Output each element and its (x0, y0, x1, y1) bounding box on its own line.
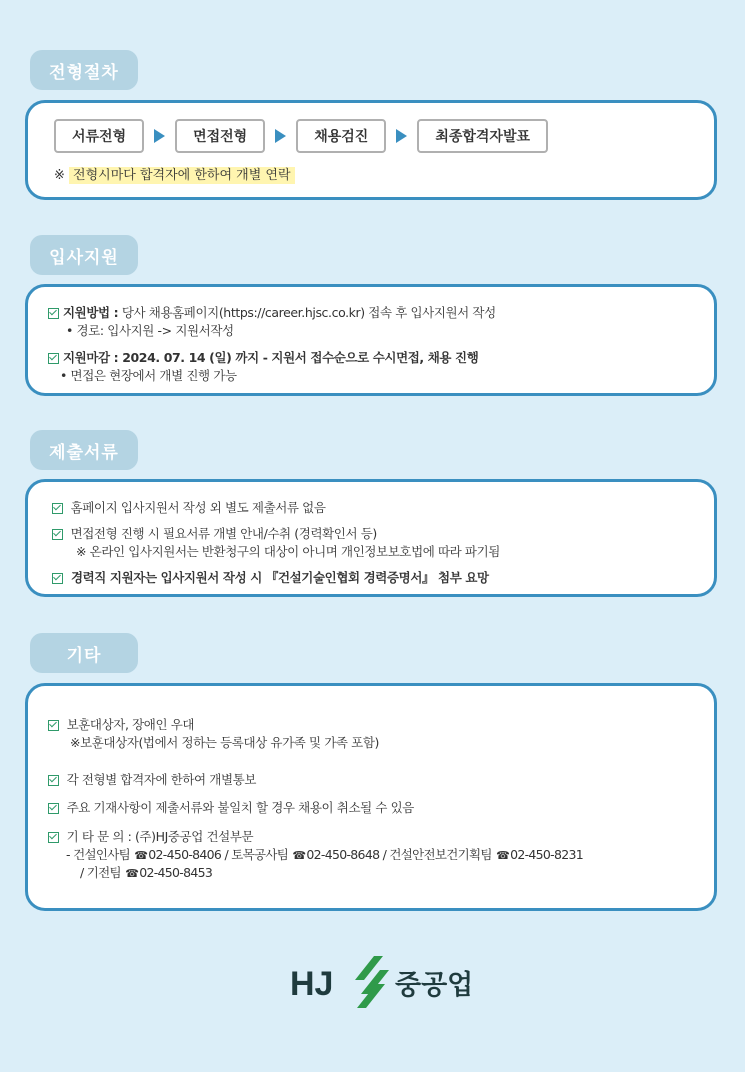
phone-4: 02-450-8453 (139, 865, 213, 880)
phone-2: 02-450-8648 (306, 847, 380, 862)
arrow-right-icon (275, 129, 286, 143)
documents-item-3-text: 경력직 지원자는 입사지원서 작성 시 『건설기술인협회 경력증명서』 첨부 요망 (70, 570, 489, 585)
apply-deadline (48, 348, 478, 366)
logo-graphic (290, 950, 480, 1016)
apply-box (25, 284, 717, 396)
apply-deadline-sub: • 면접은 현장에서 개별 진행 가능 (60, 368, 237, 383)
arrow-right-icon (154, 129, 165, 143)
checkbox-icon (48, 720, 59, 731)
etc-item-1-text: 보훈대상자, 장애인 우대 (66, 717, 195, 732)
contact-prefix: - 건설인사팀 (66, 847, 130, 862)
apply-method-sub: • 경로: 입사지원 -> 지원서작성 (66, 323, 234, 338)
etc-item-3-text: 주요 기재사항이 제출서류와 불일치 할 경우 채용이 취소될 수 있음 (66, 800, 414, 815)
checkbox-icon (48, 803, 59, 814)
etc-item-2 (48, 770, 256, 788)
step-final-announcement: 최종합격자발표 (417, 119, 548, 153)
etc-contacts-line-2 (80, 863, 212, 881)
process-note (54, 164, 295, 183)
documents-item-3 (52, 568, 489, 586)
process-steps (54, 119, 548, 153)
etc-item-4-text: 기 타 문 의 : (주)HJ중공업 건설부문 (66, 829, 254, 844)
logo-letters: HJ (290, 965, 334, 1003)
phone-icon: ☎ (292, 849, 306, 862)
contact-sep-1: / 토목공사팀 (224, 847, 289, 862)
step-document-screening: 서류전형 (54, 119, 144, 153)
checkbox-icon (48, 353, 59, 364)
apply-method-text: 당사 채용홈페이지(https://career.hjsc.co.kr) 접속 후 입사지원서 작성 (121, 305, 496, 320)
phone-3: 02-450-8231 (510, 847, 583, 862)
step-interview: 면접전형 (175, 119, 265, 153)
apply-method-label: 지원방법 : (63, 305, 119, 320)
contact-line-2-prefix: / 기전팀 (80, 865, 121, 880)
company-logo (290, 950, 480, 1016)
logo-name: 중공업 (395, 970, 474, 1001)
documents-item-2 (52, 524, 377, 542)
checkbox-icon (52, 529, 63, 540)
arrow-right-icon (396, 129, 407, 143)
apply-deadline-text: 지원마감 : 2024. 07. 14 (일) 까지 - 지원서 접수순으로 수시면접, 채용 진행 (63, 350, 479, 365)
etc-contacts (66, 845, 583, 863)
section-title-documents: 제출서류 (30, 430, 138, 470)
phone-icon: ☎ (134, 849, 148, 862)
etc-item-1 (48, 715, 194, 733)
checkbox-icon (48, 308, 59, 319)
documents-box (25, 479, 717, 597)
section-title-apply: 입사지원 (30, 235, 138, 275)
etc-item-3 (48, 798, 414, 816)
etc-item-4 (48, 827, 253, 845)
etc-item-1-sub: ※보훈대상자(법에서 정하는 등록대상 유가족 및 가족 포함) (70, 735, 379, 750)
contact-sep-2: / 건설안전보건기획팀 (382, 847, 492, 862)
note-mark: ※ (54, 168, 65, 183)
checkbox-icon (48, 832, 59, 843)
phone-icon: ☎ (496, 849, 510, 862)
step-health-check: 채용검진 (296, 119, 386, 153)
documents-item-1-text: 홈페이지 입사지원서 작성 외 별도 제출서류 없음 (70, 500, 326, 515)
phone-1: 02-450-8406 (148, 847, 222, 862)
phone-icon: ☎ (125, 867, 139, 880)
process-note-text: 전형시마다 합격자에 한하여 개별 연락 (69, 167, 294, 184)
section-title-etc: 기타 (30, 633, 138, 673)
checkbox-icon (48, 775, 59, 786)
etc-item-2-text: 각 전형별 합격자에 한하여 개별통보 (66, 772, 256, 787)
checkbox-icon (52, 503, 63, 514)
apply-method (48, 303, 496, 321)
documents-item-2-text: 면접전형 진행 시 필요서류 개별 안내/수취 (경력확인서 등) (70, 526, 377, 541)
etc-box (25, 683, 717, 911)
documents-item-1 (52, 498, 326, 516)
documents-item-2-sub: ※ 온라인 입사지원서는 반환청구의 대상이 아니며 개인정보보호법에 따라 파기됨 (76, 544, 500, 559)
section-title-process: 전형절차 (30, 50, 138, 90)
logo-mark-icon (355, 956, 389, 1008)
checkbox-icon (52, 573, 63, 584)
process-box (25, 100, 717, 200)
